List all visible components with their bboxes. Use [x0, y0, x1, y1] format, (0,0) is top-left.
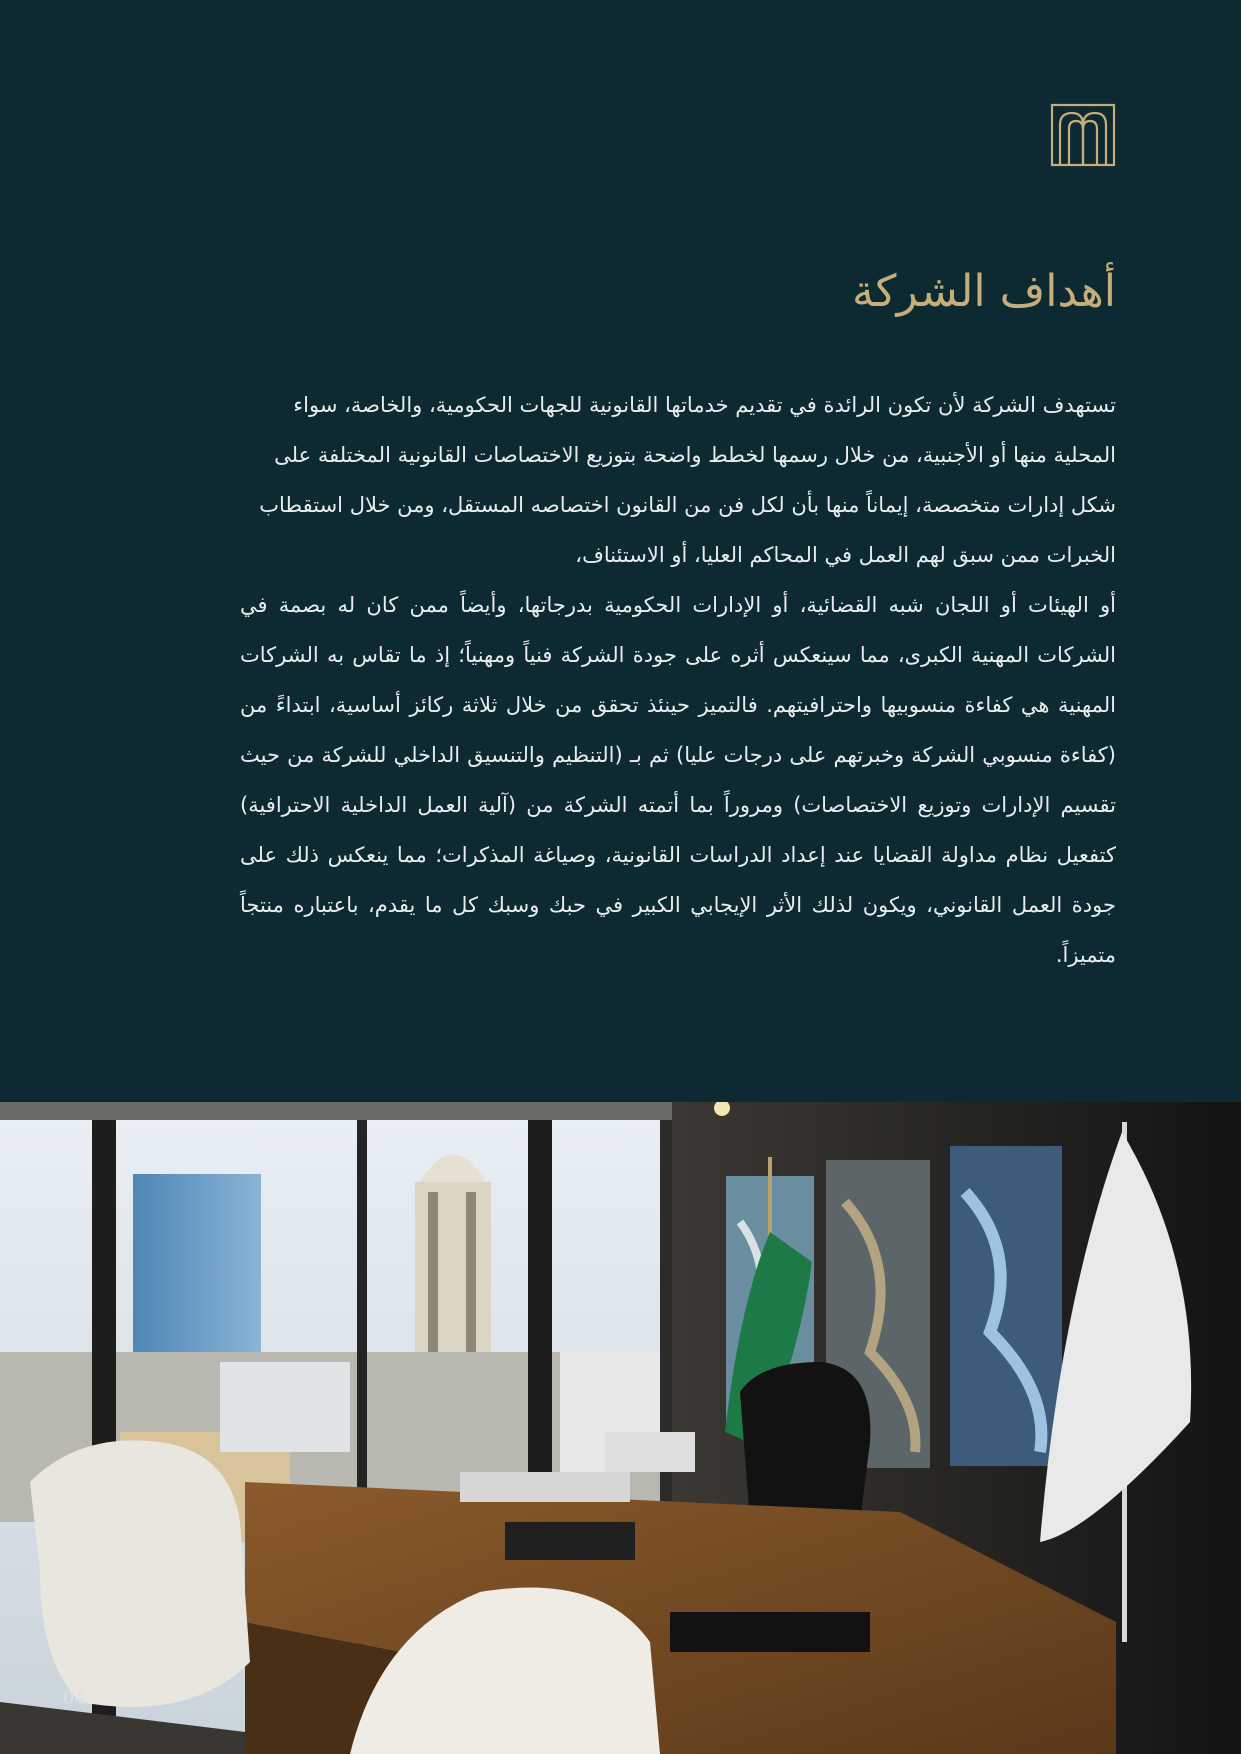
office-photo [0, 1102, 1241, 1754]
paragraph-2: أو الهيئات أو اللجان شبه القضائية، أو الإدارات الحكومية بدرجاتها، وأيضاً ممن كان له بصمة في الشركات المهنية الكبرى، مما سينعكس أثره على جودة الشركة فنياً ومهنياً؛ إذ ما تقاس به الشركات المهنية هي كفاءة منسوبيها واحترافيتهم. فالتميز حينئذ تحقق من خلال ثلاثة ركائز أساسية، ابتداءً من (كفاءة منسوبي الشركة وخبرتهم على درجات عليا) ثم بـ (التنظيم والتنسيق الداخلي للشركة من حيث تقسيم الإدارات وتوزيع الاختصاصات) ومروراً بما أتمته الشركة من (آلية العمل الداخلية الاحترافية) كتفعيل نظام مداولة القضايا عند إعداد الدراسات القانونية، وصياغة المذكرات؛ مما ينعكس ذلك على جودة العمل القانوني، ويكون لذلك الأثر الإيجابي الكبير في حبك وسبك كل ما يقدم، باعتباره منتجاً متميزاً. [240, 593, 1116, 967]
body-text [240, 380, 1116, 980]
page-title: أهداف الشركة [851, 266, 1116, 317]
office-photo-illustration [0, 1102, 1241, 1754]
paragraph-1: تستهدف الشركة لأن تكون الرائدة في تقديم خدماتها القانونية للجهات الحكومية، والخاصة، سواء المحلية منها أو الأجنبية، من خلال رسمها لخطط واضحة بتوزيع الاختصاصات القانونية المختلفة على شكل إدارات متخصصة، إيماناً منها بأن لكل فن من القانون اختصاصه المستقل، ومن خلال استقطاب الخبرات ممن سبق لهم العمل في المحاكم العليا، أو الاستئناف، [259, 393, 1116, 567]
page-number: 04 [63, 1688, 86, 1709]
company-logo-icon [1050, 103, 1116, 167]
